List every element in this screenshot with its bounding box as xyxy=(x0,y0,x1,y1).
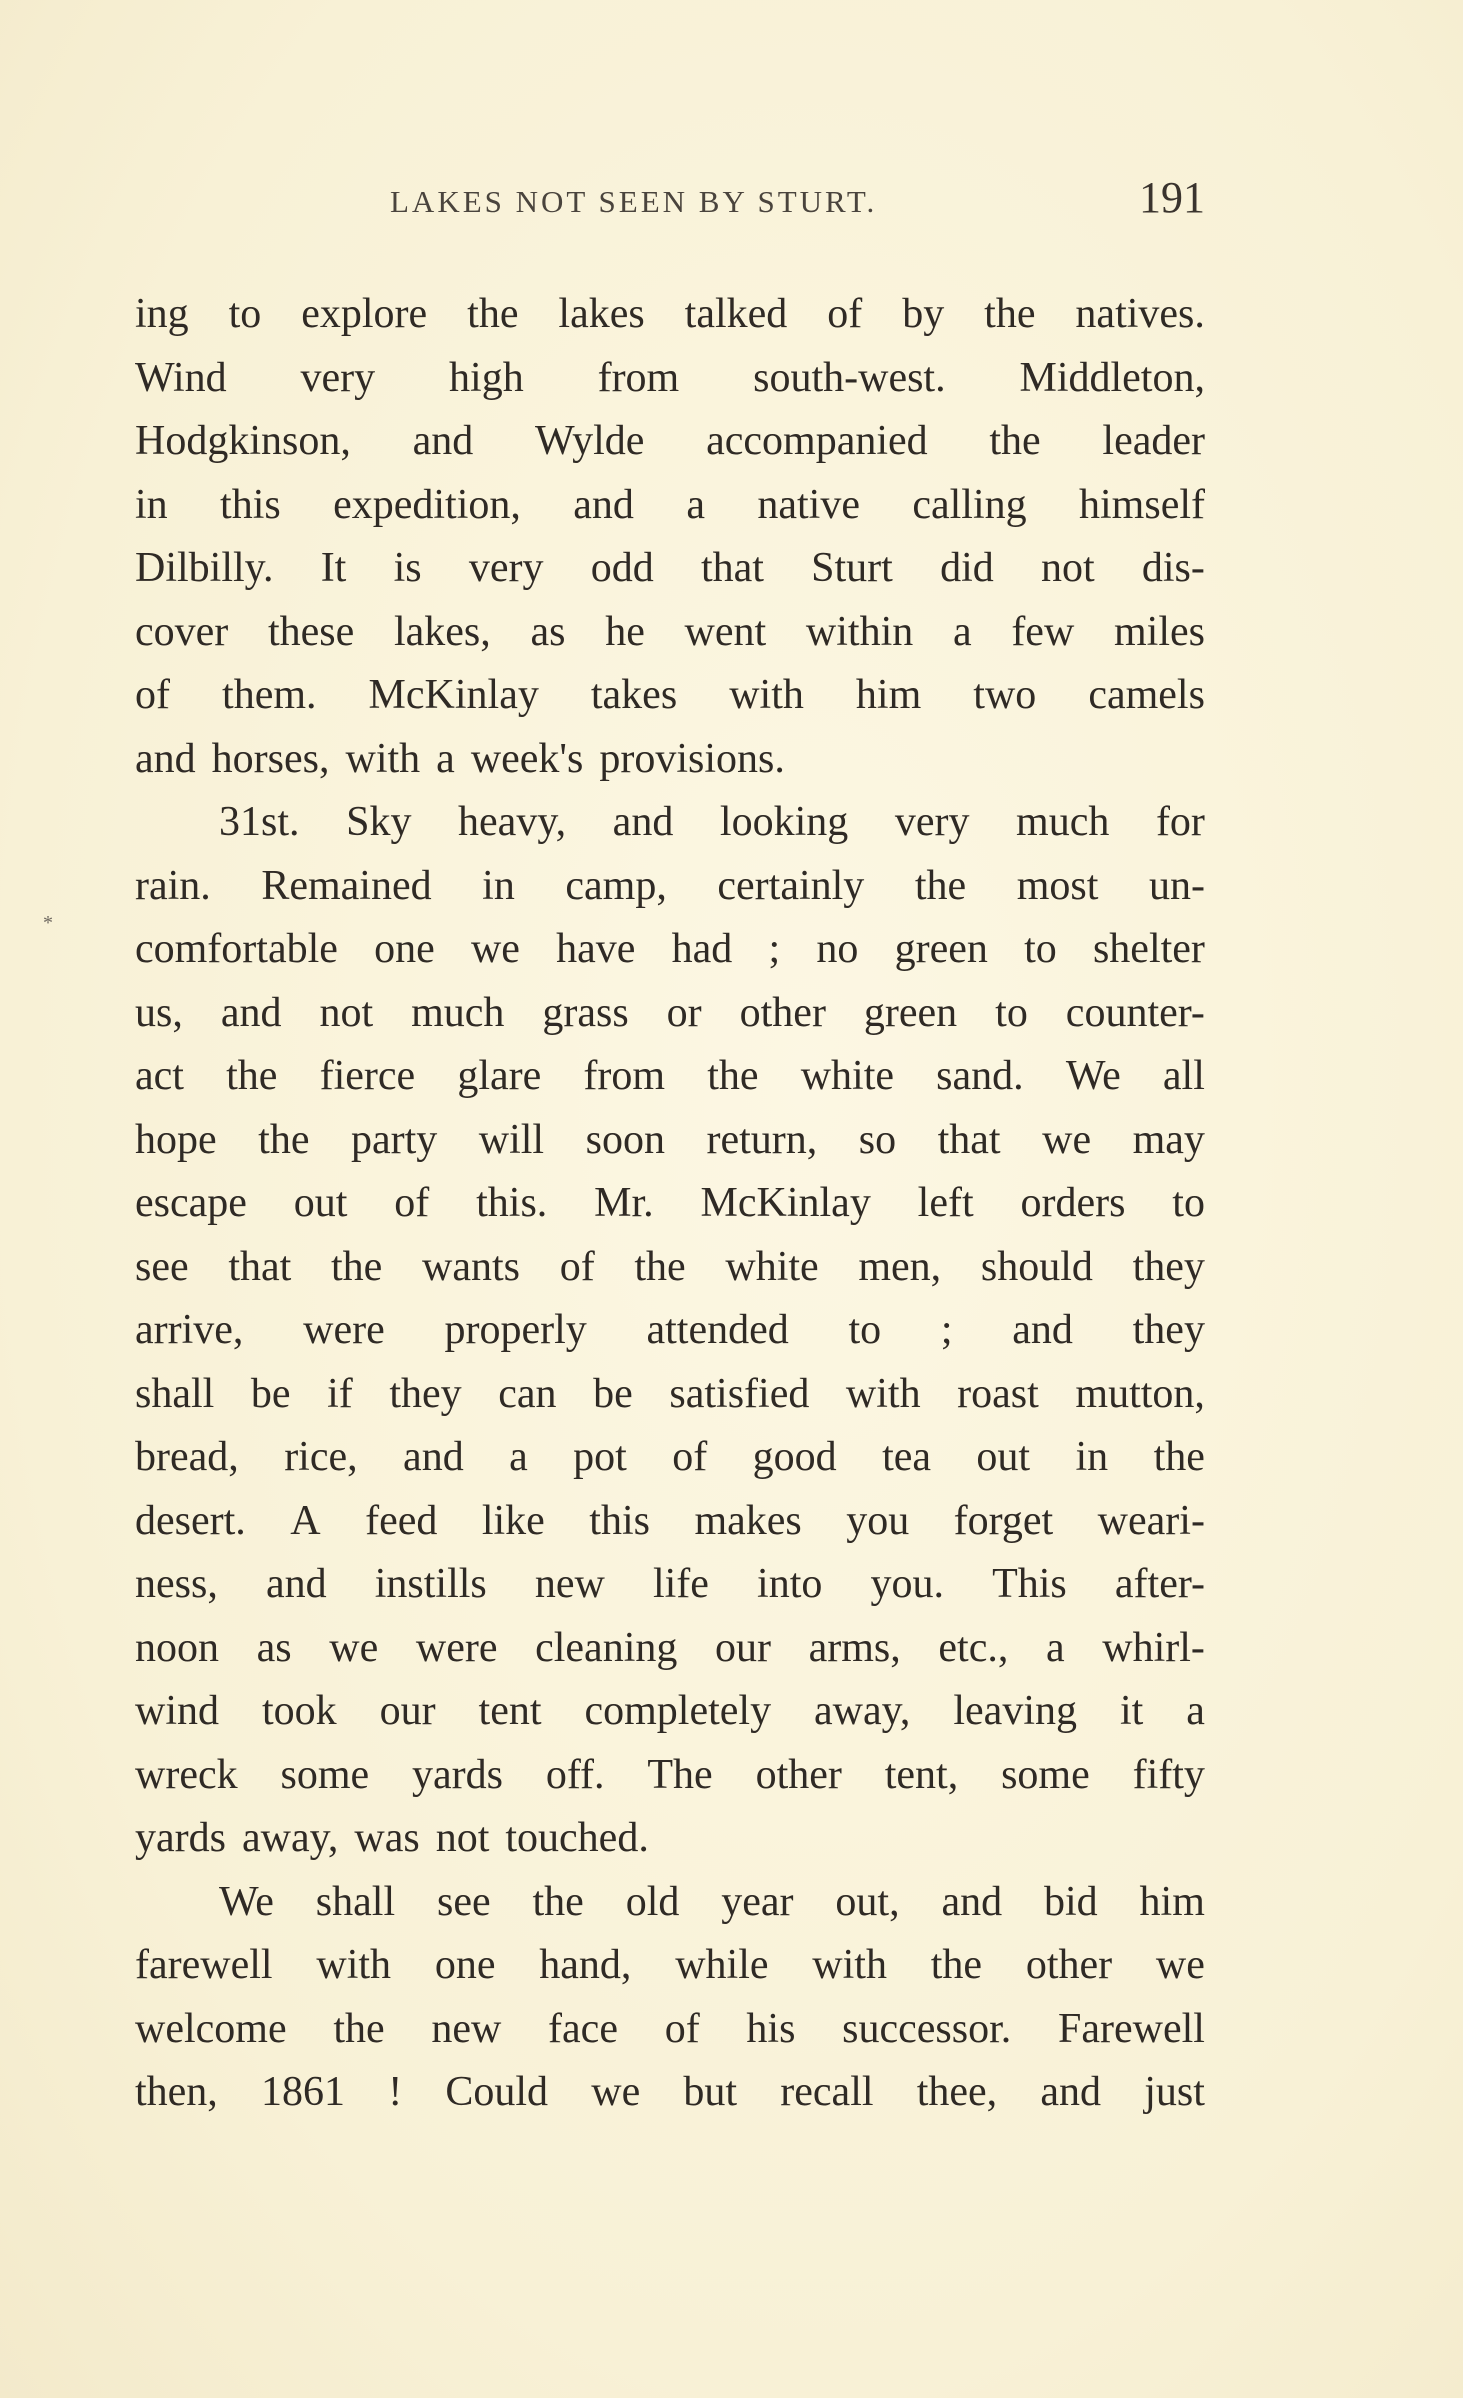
word: act xyxy=(135,1053,184,1099)
word: to xyxy=(228,291,262,337)
word: Sturt xyxy=(811,545,893,591)
word: week's xyxy=(470,735,584,782)
word: some xyxy=(280,1751,370,1798)
word: talked xyxy=(684,291,788,337)
running-head xyxy=(135,172,1205,232)
word: the xyxy=(984,291,1036,337)
word: from xyxy=(597,354,680,401)
word: you. xyxy=(870,1561,944,1607)
word: very xyxy=(300,354,376,401)
word: of xyxy=(664,2005,700,2052)
word: leaving xyxy=(953,1688,1077,1734)
word: to xyxy=(1024,926,1057,972)
word: see xyxy=(437,1878,491,1925)
word: in xyxy=(482,862,515,909)
word: with xyxy=(316,1942,392,1988)
word: of xyxy=(135,672,170,718)
word: him xyxy=(1139,1878,1205,1925)
word: dis- xyxy=(1141,545,1205,591)
word: and xyxy=(403,1434,464,1480)
word: tent xyxy=(478,1688,542,1734)
word: they xyxy=(1132,1307,1205,1353)
word: away, xyxy=(241,1815,339,1861)
word: wreck xyxy=(135,1751,238,1798)
word: hand, xyxy=(539,1942,632,1988)
word: from xyxy=(583,1053,666,1099)
text-line xyxy=(135,1744,1205,1808)
word: the xyxy=(226,1053,278,1099)
word: lakes xyxy=(558,291,645,337)
text-line xyxy=(135,474,1205,538)
word: Hodgkinson, xyxy=(135,418,351,464)
word: and xyxy=(573,481,634,528)
word: shelter xyxy=(1092,926,1205,972)
word: of xyxy=(827,291,863,337)
word: went xyxy=(684,608,767,655)
word: looking xyxy=(719,799,849,845)
word: then, xyxy=(135,2069,218,2115)
word: attended xyxy=(646,1307,789,1353)
word: had xyxy=(671,926,733,972)
word: weari- xyxy=(1097,1497,1205,1544)
word: that xyxy=(937,1116,1001,1163)
text-line xyxy=(135,1490,1205,1554)
word: 31st. xyxy=(219,799,300,845)
word: himself xyxy=(1079,481,1205,528)
word: is xyxy=(393,545,422,591)
word: camels xyxy=(1088,672,1205,718)
text-line xyxy=(135,1934,1205,1998)
word: bread, xyxy=(135,1434,239,1480)
word: took xyxy=(261,1688,337,1734)
word: return, xyxy=(706,1116,818,1163)
word: shall xyxy=(315,1878,396,1925)
text-line xyxy=(135,1363,1205,1427)
word: of xyxy=(559,1243,595,1290)
word: be xyxy=(250,1370,291,1417)
word: whirl- xyxy=(1102,1624,1205,1671)
word: after- xyxy=(1114,1561,1205,1607)
word: as xyxy=(256,1624,292,1671)
text-line xyxy=(135,918,1205,982)
word: sand. xyxy=(936,1053,1024,1099)
word: and xyxy=(135,735,196,782)
text-line xyxy=(135,1426,1205,1490)
word: glare xyxy=(457,1053,542,1099)
word: that xyxy=(700,545,764,591)
text-line xyxy=(135,601,1205,665)
word: the xyxy=(1153,1434,1205,1480)
text-line xyxy=(135,1998,1205,2062)
word: new xyxy=(534,1561,605,1607)
word: ! xyxy=(388,2069,403,2115)
word: the xyxy=(532,1878,584,1925)
word: the xyxy=(914,862,967,909)
word: completely xyxy=(584,1688,772,1734)
word: we xyxy=(591,2069,641,2115)
word: men, xyxy=(858,1243,942,1290)
word: with xyxy=(345,735,421,782)
word: not xyxy=(319,989,374,1036)
text-line xyxy=(135,1109,1205,1173)
word: successor. xyxy=(842,2005,1012,2052)
word: or xyxy=(666,989,702,1036)
word: we xyxy=(470,926,520,972)
word: camp, xyxy=(565,862,667,909)
word: away, xyxy=(814,1688,911,1734)
word: horses, xyxy=(211,735,330,782)
word: face xyxy=(548,2005,618,2052)
word: see xyxy=(135,1243,189,1290)
word: life xyxy=(652,1561,709,1607)
word: Could xyxy=(445,2069,549,2115)
word: and xyxy=(1040,2069,1102,2115)
word: of xyxy=(672,1434,708,1480)
word: with xyxy=(812,1942,887,1988)
word: that xyxy=(228,1243,292,1290)
word: most xyxy=(1016,862,1099,909)
word: thee, xyxy=(916,2069,998,2115)
word: roast xyxy=(957,1370,1039,1417)
text-line xyxy=(135,982,1205,1046)
text-line xyxy=(135,1871,1205,1935)
word: this xyxy=(589,1497,650,1544)
word: new xyxy=(431,2005,502,2052)
word: a xyxy=(1186,1688,1205,1734)
text-line xyxy=(135,791,1205,855)
word: satisfied xyxy=(669,1370,810,1417)
word: the xyxy=(333,2005,385,2052)
word: them. xyxy=(222,672,317,718)
word: to xyxy=(848,1307,882,1353)
word: provisions. xyxy=(599,735,785,782)
word: as xyxy=(530,608,566,655)
word: of xyxy=(394,1180,430,1226)
word: left xyxy=(917,1180,974,1226)
text-line xyxy=(135,410,1205,474)
word: no xyxy=(816,926,859,972)
word: by xyxy=(902,291,945,337)
word: we xyxy=(329,1624,379,1671)
text-line xyxy=(135,1680,1205,1744)
word: these xyxy=(267,608,355,655)
word: cleaning xyxy=(535,1624,678,1671)
text-line xyxy=(135,347,1205,411)
word: forget xyxy=(953,1497,1054,1544)
word: were xyxy=(415,1624,498,1671)
word: the xyxy=(258,1116,310,1163)
word: other xyxy=(755,1751,842,1798)
word: wants xyxy=(422,1243,520,1290)
word: orders xyxy=(1020,1180,1126,1226)
word: much xyxy=(411,989,505,1036)
text-line xyxy=(135,1045,1205,1109)
word: 1861 xyxy=(261,2069,345,2115)
word: McKinlay xyxy=(368,672,539,718)
word: mutton, xyxy=(1075,1370,1205,1417)
word: ; xyxy=(940,1307,953,1353)
word: should xyxy=(980,1243,1093,1290)
margin-mark: * xyxy=(43,912,53,934)
word: the xyxy=(467,291,519,337)
word: heavy, xyxy=(458,799,567,845)
word: certainly xyxy=(717,862,865,909)
word: not xyxy=(435,1815,490,1861)
word: will xyxy=(478,1116,545,1163)
word: fifty xyxy=(1132,1751,1205,1798)
word: while xyxy=(675,1942,769,1988)
word: wind xyxy=(135,1688,219,1734)
word: soon xyxy=(585,1116,665,1163)
word: a xyxy=(952,608,972,655)
word: high xyxy=(449,354,524,401)
word: very xyxy=(894,799,970,845)
word: We xyxy=(1065,1053,1121,1099)
word: Dilbilly. xyxy=(135,545,274,591)
word: be xyxy=(593,1370,633,1417)
word: other xyxy=(1025,1942,1113,1988)
body-text xyxy=(135,283,1205,2125)
word: farewell xyxy=(135,1942,273,1988)
text-line xyxy=(135,1172,1205,1236)
word: south-west. xyxy=(753,354,946,401)
word: they xyxy=(1132,1243,1205,1290)
word: in xyxy=(135,481,168,528)
word: instills xyxy=(374,1561,487,1607)
word: fierce xyxy=(319,1053,416,1099)
word: we xyxy=(1155,1942,1205,1988)
word: he xyxy=(605,608,645,655)
word: It xyxy=(320,545,347,591)
text-line xyxy=(135,1807,1205,1871)
word: lakes, xyxy=(393,608,491,655)
word: but xyxy=(683,2069,738,2115)
word: tent, xyxy=(884,1751,959,1798)
word: hope xyxy=(135,1116,217,1163)
word: Mr. xyxy=(594,1180,654,1226)
word: in xyxy=(1075,1434,1109,1480)
word: one xyxy=(434,1942,496,1988)
word: odd xyxy=(590,545,654,591)
word: feed xyxy=(365,1497,438,1544)
word: and xyxy=(612,799,674,845)
word: white xyxy=(800,1053,895,1099)
word: touched. xyxy=(505,1815,649,1861)
word: cover xyxy=(135,608,229,655)
word: makes xyxy=(694,1497,802,1544)
word: to xyxy=(1172,1180,1205,1226)
word: Farewell xyxy=(1058,2005,1205,2052)
word: Sky xyxy=(346,799,412,845)
page-number: 191 xyxy=(1139,173,1205,222)
word: the xyxy=(930,1942,983,1988)
word: with xyxy=(845,1370,921,1417)
word: natives. xyxy=(1075,291,1205,337)
word: may xyxy=(1132,1116,1205,1163)
word: welcome xyxy=(135,2005,287,2052)
word: and xyxy=(1012,1307,1073,1353)
word: A xyxy=(290,1497,321,1544)
word: Middleton, xyxy=(1019,354,1205,401)
word: native xyxy=(757,481,860,528)
word: leader xyxy=(1102,418,1205,464)
word: our xyxy=(714,1624,771,1671)
word: we xyxy=(1042,1116,1092,1163)
word: tea xyxy=(882,1434,932,1480)
word: this. xyxy=(476,1180,548,1226)
word: The xyxy=(647,1751,713,1798)
word: some xyxy=(1001,1751,1090,1798)
word: takes xyxy=(590,672,678,718)
word: arrive, xyxy=(135,1307,244,1353)
word: one xyxy=(374,926,435,972)
word: the xyxy=(634,1243,686,1290)
word: bid xyxy=(1043,1878,1098,1925)
word: and xyxy=(412,418,474,464)
text-line xyxy=(135,537,1205,601)
word: the xyxy=(707,1053,759,1099)
word: did xyxy=(940,545,994,591)
word: rice, xyxy=(284,1434,358,1480)
word: party xyxy=(350,1116,438,1163)
word: green xyxy=(863,989,958,1036)
word: all xyxy=(1162,1053,1205,1099)
word: ness, xyxy=(135,1561,218,1607)
text-line xyxy=(135,728,1205,792)
word: ; xyxy=(768,926,781,972)
word: and xyxy=(220,989,282,1036)
word: This xyxy=(992,1561,1067,1607)
word: off. xyxy=(545,1751,605,1798)
word: miles xyxy=(1113,608,1205,655)
word: explore xyxy=(301,291,428,337)
word: rain. xyxy=(135,862,211,909)
word: very xyxy=(468,545,544,591)
text-line xyxy=(135,2061,1205,2125)
word: a xyxy=(436,735,455,782)
text-line xyxy=(135,1299,1205,1363)
word: just xyxy=(1144,2069,1205,2115)
word: it xyxy=(1119,1688,1144,1734)
word: calling xyxy=(912,481,1027,528)
word: etc., xyxy=(938,1624,1009,1671)
word: out, xyxy=(835,1878,900,1925)
word: out xyxy=(293,1180,348,1226)
word: yards xyxy=(135,1815,226,1861)
word: have xyxy=(556,926,636,972)
word: escape xyxy=(135,1180,247,1226)
word: was xyxy=(354,1815,420,1861)
word: a xyxy=(1045,1624,1065,1671)
word: white xyxy=(725,1243,819,1290)
word: old xyxy=(625,1878,680,1925)
word: other xyxy=(739,989,826,1036)
word: with xyxy=(729,672,804,718)
word: this xyxy=(220,481,281,528)
word: a xyxy=(686,481,705,528)
word: to xyxy=(995,989,1028,1036)
word: un- xyxy=(1148,862,1205,909)
word: the xyxy=(331,1243,383,1290)
word: Wind xyxy=(135,354,227,401)
word: shall xyxy=(135,1370,215,1417)
word: they xyxy=(389,1370,462,1417)
word: expedition, xyxy=(333,481,521,528)
word: a xyxy=(509,1434,528,1480)
word: ing xyxy=(135,291,189,337)
word: so xyxy=(858,1116,897,1163)
word: few xyxy=(1011,608,1075,655)
text-line xyxy=(135,1617,1205,1681)
word: accompanied xyxy=(706,418,928,464)
word: him xyxy=(855,672,922,718)
word: properly xyxy=(444,1307,587,1353)
word: can xyxy=(498,1370,557,1417)
running-title: LAKES NOT SEEN BY STURT. xyxy=(390,184,878,219)
word: counter- xyxy=(1065,989,1205,1036)
word: if xyxy=(327,1370,353,1417)
word: yards xyxy=(411,1751,503,1798)
word: arms, xyxy=(808,1624,901,1671)
word: out xyxy=(976,1434,1031,1480)
word: year xyxy=(721,1878,794,1925)
text-line xyxy=(135,283,1205,347)
word: like xyxy=(481,1497,545,1544)
text-line xyxy=(135,855,1205,919)
word: good xyxy=(752,1434,837,1480)
word: within xyxy=(805,608,914,655)
word: Remained xyxy=(261,862,432,909)
word: pot xyxy=(573,1434,627,1480)
word: noon xyxy=(135,1624,219,1671)
word: green xyxy=(894,926,988,972)
word: were xyxy=(303,1307,385,1353)
word: Wylde xyxy=(534,418,645,464)
word: his xyxy=(746,2005,796,2052)
word: the xyxy=(989,418,1041,464)
word: our xyxy=(379,1688,436,1734)
word: recall xyxy=(780,2069,874,2115)
word: for xyxy=(1155,799,1205,845)
word: desert. xyxy=(135,1497,246,1544)
word: much xyxy=(1016,799,1110,845)
word: into xyxy=(757,1561,823,1607)
word: not xyxy=(1040,545,1095,591)
text-line xyxy=(135,1553,1205,1617)
word: grass xyxy=(542,989,629,1036)
text-line xyxy=(135,1236,1205,1300)
word: We xyxy=(219,1878,274,1925)
word: comfortable xyxy=(135,926,338,972)
word: and xyxy=(941,1878,1003,1925)
word: and xyxy=(265,1561,327,1607)
text-line xyxy=(135,664,1205,728)
word: you xyxy=(846,1497,910,1544)
word: us, xyxy=(135,989,183,1036)
word: McKinlay xyxy=(700,1180,871,1226)
word: two xyxy=(973,672,1037,718)
